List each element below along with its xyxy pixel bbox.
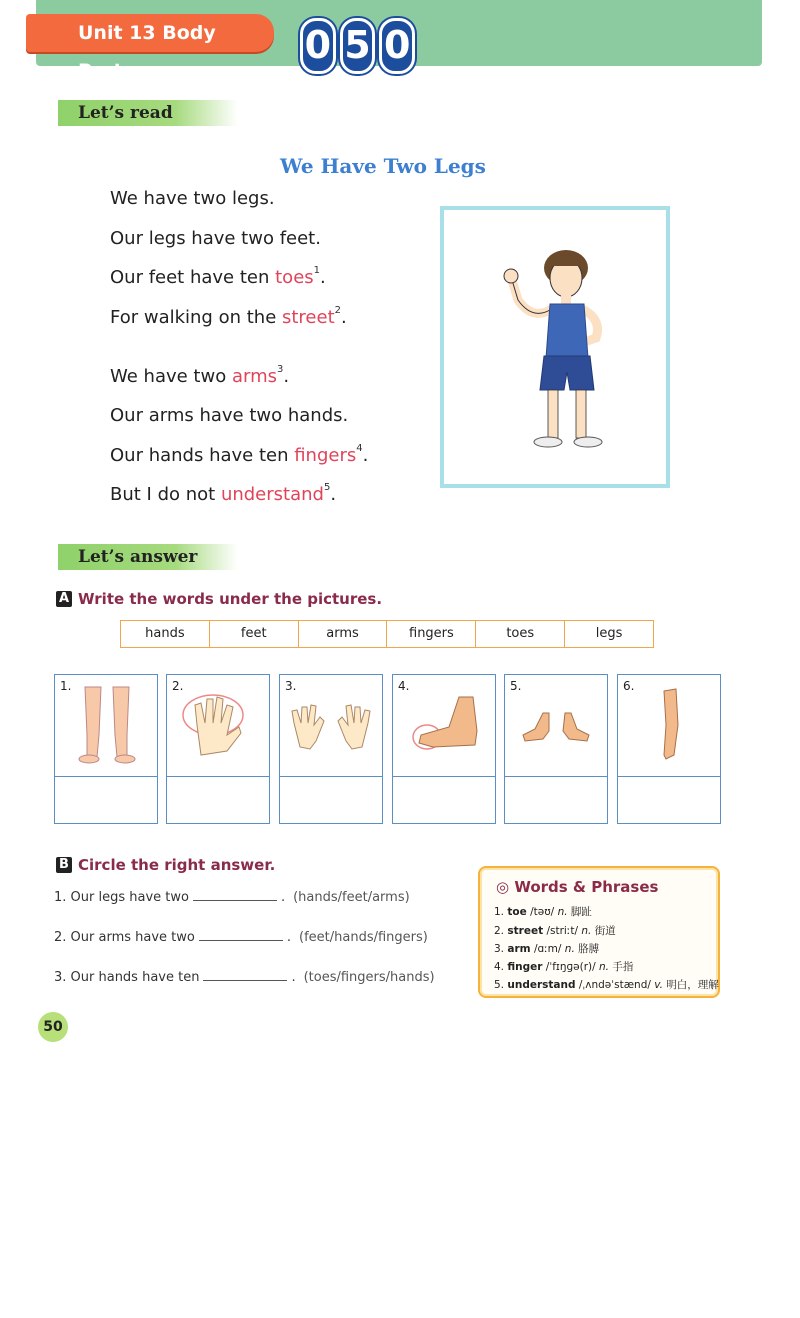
word-bank-item: toes [476,621,565,647]
page-code [300,18,415,72]
picture-box [617,674,721,824]
word-bank [120,620,654,648]
answer-blank[interactable] [193,888,277,901]
picture-box [392,674,496,824]
vocab-item: 5. understand /ˌʌndəˈstænd/ v. 明白，理解 [494,979,719,991]
boy-waving-icon [444,210,666,484]
picture-box [54,674,158,824]
task-instruction: Write the words under the pictures. [78,590,383,608]
poem-line: Our arms have two hands. [110,405,349,426]
poem-line: We have two arms$^3$. [110,364,290,387]
picture-box [279,674,383,824]
picture-number: 3. [285,679,297,693]
task-letter: A [56,591,72,607]
word-bank-item: arms [299,621,388,647]
keyword: fingers [294,445,357,466]
poem-line: Our feet have ten toes$^1$. [110,265,326,288]
options: (hands/feet/arms) [293,890,410,905]
word-bank-item: legs [595,626,623,641]
question: 1. Our legs have two . (hands/feet/arms) [54,890,410,905]
answer-field[interactable] [167,776,269,823]
picture-number: 4. [398,679,410,693]
page-code-digit: 0 [379,18,415,74]
picture-number: 6. [623,679,635,693]
options: (toes/fingers/hands) [303,970,435,985]
question: 3. Our hands have ten . (toes/fingers/hands) [54,970,435,985]
keyword: toes [275,267,314,288]
page-number: 50 [38,1012,68,1042]
picture-number: 1. [60,679,72,693]
answer-field[interactable] [618,776,720,823]
footnote-number: 3 [276,364,284,375]
poem-line: But I do not understand$^5$. [110,482,337,505]
options: (feet/hands/fingers) [299,930,428,945]
answer-field[interactable] [505,776,607,823]
unit-title: Unit 13 Body Parts [26,14,274,52]
answer-field[interactable] [393,776,495,823]
picture-box [504,674,608,824]
keyword: understand [220,484,324,505]
vocab-item: 1. toe /təʊ/ n. 脚趾 [494,906,592,918]
word-bank-item: feet [210,621,299,647]
vocab-item: 4. finger /ˈfɪŋɡə(r)/ n. 手指 [494,961,634,973]
picture-box [166,674,270,824]
task-b-heading [56,856,275,874]
page-code-digit: 5 [340,18,376,74]
task-a-heading [56,590,382,608]
footnote-number: 1 [313,265,321,276]
answer-field[interactable] [55,776,157,823]
vocab-item: 2. street /striːt/ n. 街道 [494,925,616,937]
target-icon: ◎ [496,878,510,896]
words-phrases-title: ◎ Words & Phrases [496,878,659,896]
task-letter: B [56,857,72,873]
keyword: arms [231,366,277,387]
poem-line: Our legs have two feet. [110,228,321,249]
poem-line: We have two legs. [110,188,275,209]
footnote-number: 4 [356,443,363,454]
word-bank-item: fingers [387,621,476,647]
answer-blank[interactable] [199,928,283,941]
keyword: street [281,307,335,328]
question: 2. Our arms have two . (feet/hands/fingers) [54,930,428,945]
vocab-item: 3. arm /ɑːm/ n. 胳膊 [494,943,600,955]
boy-illustration [440,206,670,488]
page-code-digit: 0 [300,18,336,74]
poem-title: We Have Two Legs [280,154,486,178]
words-phrases-box [478,866,720,998]
section-label-read: Let’s read [58,100,238,126]
section-label-answer: Let’s answer [58,544,238,570]
picture-number: 2. [172,679,184,693]
poem-line: Our hands have ten fingers$^4$. [110,443,369,466]
footnote-number: 2 [334,305,342,316]
word-bank-item: hands [121,621,210,647]
footnote-number: 5 [323,482,331,493]
answer-blank[interactable] [203,968,287,981]
picture-number: 5. [510,679,522,693]
poem-line: For walking on the street$^2$. [110,305,347,328]
answer-field[interactable] [280,776,382,823]
task-instruction: Circle the right answer. [78,856,276,874]
